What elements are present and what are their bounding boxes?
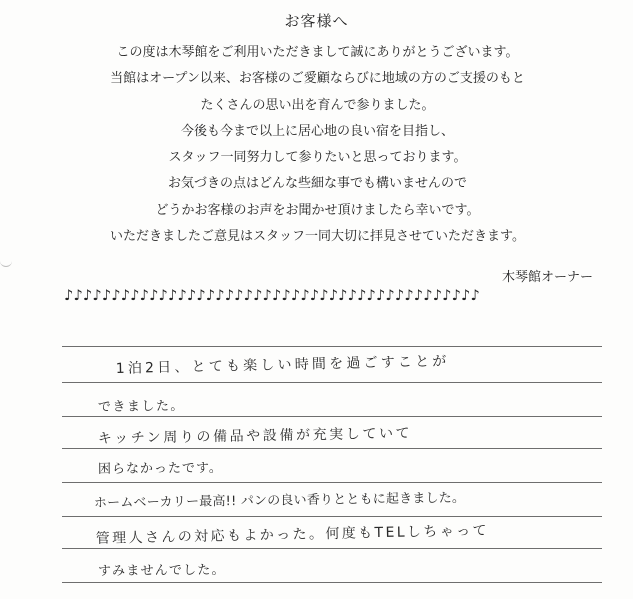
ruled-line — [62, 482, 602, 483]
letter-line: お気づきの点はどんな些細な事でも構いませんので — [167, 176, 467, 192]
music-note-divider: ♪♪♪♪♪♪♪♪♪♪♪♪♪♪♪♪♪♪♪♪♪♪♪♪♪♪♪♪♪♪♪♪♪♪♪♪♪♪♪♪♪♪♪♪ — [64, 288, 480, 304]
letter-line: いただきましたご意見はスタッフ一同大切に拝見させていただきます。 — [110, 229, 525, 245]
ruled-line — [62, 382, 602, 383]
handwritten-line: すみませんでした。 — [97, 562, 226, 579]
scan-edge-mark — [0, 260, 12, 267]
letter-line: たくさんの思い出を育んで参りました。 — [200, 97, 435, 113]
handwritten-line: ホームベーカリー最高!! パンの良い香りとともに起きました。 — [93, 490, 466, 511]
letter-line: どうかお客様のお声をお聞かせ頂けましたら幸いです。 — [155, 202, 480, 218]
letter-line: 今後も今まで以上に居心地の良い宿を目指し、 — [180, 123, 454, 139]
ruled-line — [62, 582, 602, 583]
letter-line: スタッフ一同努力して参りたいと思っております。 — [168, 150, 467, 166]
ruled-line — [62, 416, 602, 417]
handwritten-line: 1泊2日、とても楽しい時間を過ごすことが — [115, 353, 450, 378]
letter-line: この度は木琴館をご利用いただきまして誠にありがとうございます。 — [116, 45, 519, 60]
owner-signature: 木琴館オーナー — [501, 270, 593, 285]
letter-line: 当館はオープン以来、お客様のご愛顧ならびに地域の方のご支援のもと — [110, 71, 525, 87]
handwritten-line: 管理人さんの対応もよかった。何度もTELしちゃって — [95, 522, 490, 548]
handwritten-comment-area — [62, 316, 602, 592]
letter-title: お客様へ — [284, 12, 349, 30]
handwritten-line: できました。 — [97, 398, 186, 415]
ruled-line — [62, 346, 602, 347]
handwritten-line: キッチン周りの備品や設備が充実していて — [97, 425, 413, 448]
ruled-line — [62, 448, 602, 449]
ruled-line — [62, 548, 602, 549]
letter-body — [40, 40, 595, 250]
ruled-line — [62, 516, 602, 517]
handwritten-line: 困らなかったです。 — [97, 460, 223, 477]
